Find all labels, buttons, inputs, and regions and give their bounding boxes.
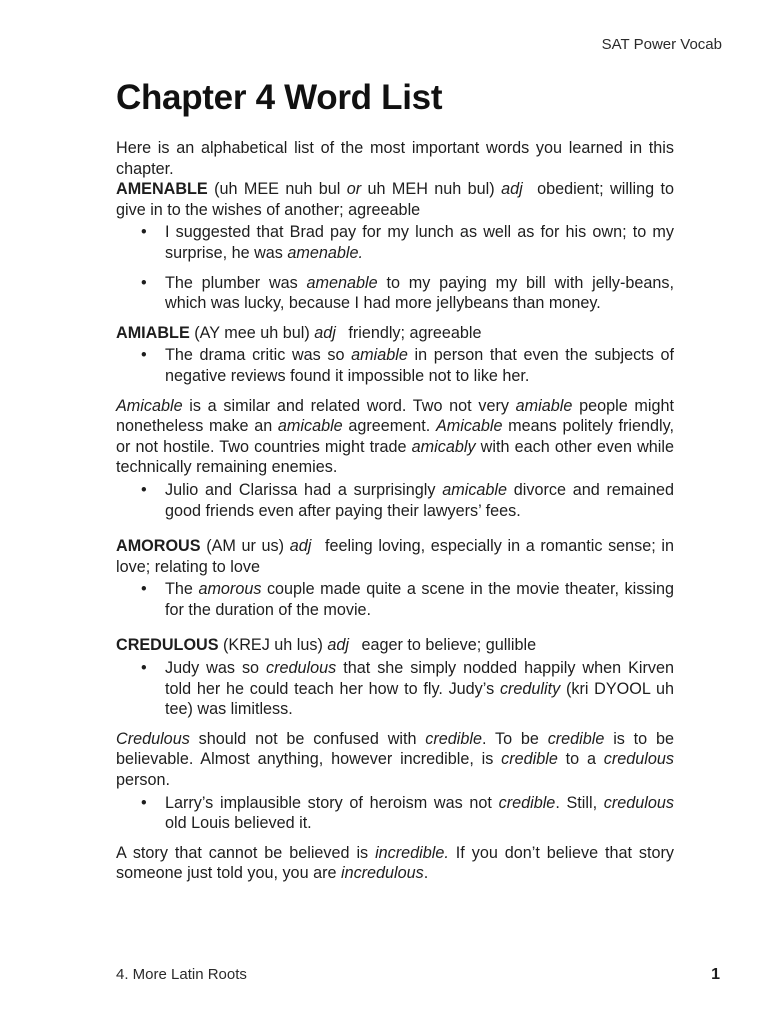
- page-content: [116, 76, 674, 884]
- entry-credulous-definition: [116, 635, 674, 656]
- entry-amenable: [116, 179, 674, 314]
- list-item: • Julio and Clarissa had a surprisingly amicable divorce and remained good friends even after paying their lawyers’ fees.: [116, 480, 674, 521]
- part-of-speech: adj: [327, 636, 349, 655]
- list-item: • The amorous couple made quite a scene in the movie theater, kissing for the duration of the movie.: [116, 579, 674, 620]
- headword: AMIABLE: [116, 323, 190, 342]
- note-paragraph: Credulous should not be confused with credible. To be credible is to be believable. Almost anything, however incredible, is credible to a credulous person.: [116, 729, 674, 790]
- list-item: • Larry’s implausible story of heroism was not credible. Still, credulous old Louis believed it.: [116, 793, 674, 834]
- example-list: [116, 579, 674, 620]
- entry-amiable-definition: [116, 323, 674, 344]
- list-item: • Judy was so credulous that she simply nodded happily when Kirven told her he could teach her how to fly. Judy’s credulity (kri DYOOL uh tee) was limitless.: [116, 658, 674, 720]
- example-list: [116, 345, 674, 386]
- pronunciation: (KREJ uh lus): [223, 636, 323, 655]
- definition: friendly; agreeable: [348, 323, 482, 342]
- definition: obedient; willing to give in to the wishes of another; agreeable: [116, 180, 675, 219]
- example-list: [116, 658, 674, 720]
- note-paragraph: Amicable is a similar and related word. Two not very amiable people might nonetheless make an amicable agreement. Amicable means politely friendly, or not hostile. Two countries might trade amicably with each other even while technically remaining enemies.: [116, 396, 674, 477]
- entry-amenable-definition: [116, 179, 674, 220]
- pronunciation: (AY mee uh bul): [194, 323, 310, 342]
- page-title: Chapter 4 Word List: [116, 78, 443, 117]
- page-number: 1: [711, 966, 720, 983]
- definition: eager to believe; gullible: [361, 636, 537, 655]
- entry-credulous: [116, 635, 674, 719]
- note-amicable: [116, 396, 674, 522]
- headword: CREDULOUS: [116, 636, 219, 655]
- intro-paragraph: Here is an alphabetical list of the most important words you learned in this chapter.: [116, 139, 674, 178]
- example-list: [116, 222, 674, 313]
- footer-chapter: 4. More Latin Roots: [116, 966, 247, 983]
- part-of-speech: adj: [314, 323, 336, 342]
- running-head: SAT Power Vocab: [601, 36, 722, 53]
- entry-amiable: [116, 323, 674, 387]
- list-item: • I suggested that Brad pay for my lunch as well as for his own; to my surprise, he was amenable.: [116, 222, 674, 263]
- pronunciation: (uh MEE nuh bul or uh MEH nuh bul): [214, 180, 495, 199]
- note-incredible: A story that cannot be believed is incredible. If you don’t believe that story someone just told you, you are incredulous.: [116, 843, 675, 883]
- headword: AMENABLE: [116, 180, 208, 199]
- part-of-speech: adj: [289, 537, 312, 556]
- list-item: • The plumber was amenable to my paying my bill with jelly-beans, which was lucky, because I had more jellybeans than money.: [116, 273, 674, 314]
- part-of-speech: adj: [501, 180, 523, 199]
- headword: AMOROUS: [116, 537, 201, 556]
- example-list: [116, 480, 674, 521]
- entry-amorous: [116, 536, 674, 620]
- list-item: • The drama critic was so amiable in person that even the subjects of negative reviews found it impossible not to like her.: [116, 345, 674, 386]
- definition: feeling loving, especially in a romantic sense; in love; relating to love: [116, 537, 675, 576]
- entry-amorous-definition: [116, 536, 674, 577]
- note-credulous: [116, 729, 674, 834]
- pronunciation: (AM ur us): [206, 537, 285, 556]
- example-list: [116, 793, 674, 834]
